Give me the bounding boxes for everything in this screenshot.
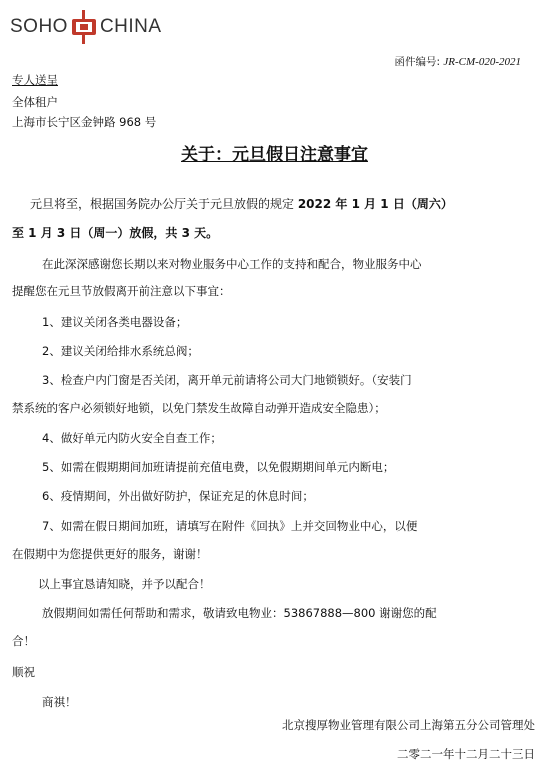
thanks-line-2: 提醒您在元旦节放假离开前注意以下事宜： bbox=[12, 284, 231, 298]
company-logo bbox=[10, 10, 162, 44]
signature-org: 北京搜厚物业管理有限公司上海第五分公司管理处 bbox=[282, 718, 535, 732]
item-2: 2、建议关闭给排水系统总阀； bbox=[42, 344, 199, 358]
address: 上海市长宁区金钟路 968 号 bbox=[12, 115, 157, 129]
item-3-line-2: 禁系统的客户必须锁好地锁，以免门禁发生故障自动弹开造成安全隐患）； bbox=[12, 401, 386, 415]
logo-text-left: SOHO bbox=[10, 16, 68, 37]
notice-line: 以上事宜恳请知晓，并予以配合！ bbox=[38, 577, 211, 591]
intro-text: 元旦将至，根据国务院办公厅关于元旦放假的规定 bbox=[30, 197, 298, 211]
contact-line-1: 放假期间如需任何帮助和需求，敬请致电物业：53867888—800 谢谢您的配 bbox=[42, 606, 437, 620]
blessing: 商祺！ bbox=[42, 695, 77, 709]
addressee: 全体租户 bbox=[12, 95, 58, 109]
logo-text-right: CHINA bbox=[99, 16, 162, 37]
item-1: 1、建议关闭各类电器设备； bbox=[42, 315, 188, 329]
holiday-start-date: 2022 年 1 月 1 日（周六） bbox=[297, 197, 453, 211]
reference-number bbox=[395, 54, 521, 69]
regards: 顺祝 bbox=[12, 665, 35, 679]
item-4: 4、做好单元内防火安全自查工作； bbox=[42, 431, 222, 445]
china-seal-icon bbox=[69, 10, 99, 44]
item-6: 6、疫情期间，外出做好防护，保证充足的休息时间； bbox=[42, 489, 314, 503]
reference-label: 函件编号: bbox=[394, 56, 441, 68]
item-3-line-1: 3、检查户内门窗是否关闭，离开单元前请将公司大门地锁锁好。（安装门 bbox=[42, 373, 412, 387]
intro-line-2: 至 1 月 3 日（周一）放假，共 3 天。 bbox=[12, 226, 219, 240]
reference-code: JR-CM-020-2021 bbox=[443, 56, 521, 68]
delivery-method: 专人送呈 bbox=[12, 73, 58, 87]
item-5: 5、如需在假期期间加班请提前充值电费，以免假期期间单元内断电； bbox=[42, 460, 395, 474]
item-7-line-2: 在假期中为您提供更好的服务，谢谢！ bbox=[12, 547, 208, 561]
contact-line-2: 合！ bbox=[12, 634, 35, 648]
signature-date: 二零二一年十二月二十三日 bbox=[397, 747, 535, 761]
intro-line-1 bbox=[30, 195, 537, 212]
item-7-line-1: 7、如需在假日期间加班，请填写在附件《回执》上并交回物业中心，以便 bbox=[42, 519, 418, 533]
notice-title: 关于：元旦假日注意事宜 bbox=[181, 145, 368, 165]
thanks-line-1: 在此深深感谢您长期以来对物业服务中心工作的支持和配合，物业服务中心 bbox=[42, 257, 422, 271]
